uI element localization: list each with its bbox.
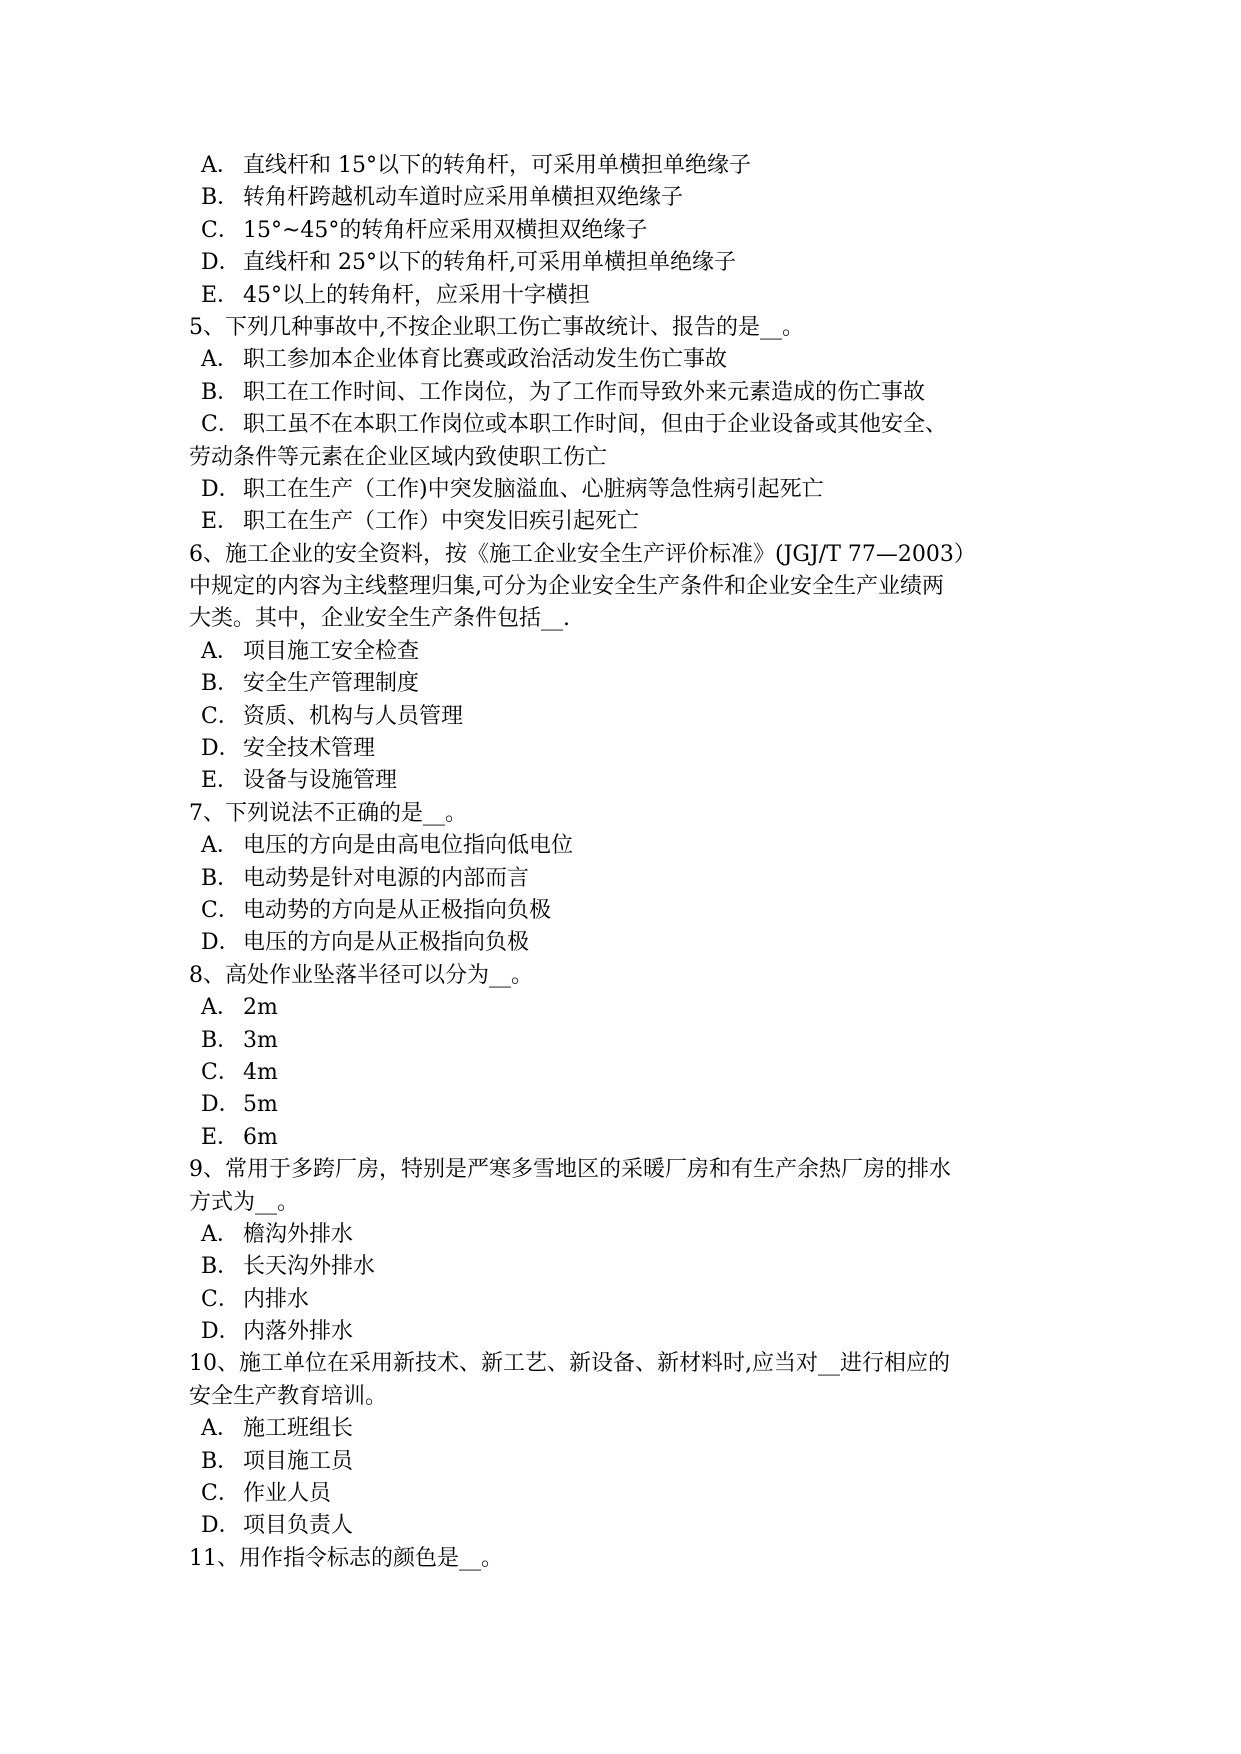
option-label: D． — [201, 1092, 241, 1118]
option-text: 2m — [243, 995, 278, 1021]
answer-option — [189, 1413, 1069, 1445]
option-text: 6m — [243, 1124, 278, 1150]
answer-option — [189, 409, 1069, 441]
answer-option — [189, 215, 1069, 247]
answer-option — [189, 1057, 1069, 1089]
option-label: A． — [201, 638, 239, 664]
answer-option — [189, 506, 1069, 538]
option-label: A． — [201, 995, 239, 1021]
option-text: 资质、机构与人员管理 — [243, 703, 464, 729]
question-text: 9、常用于多跨厂房，特别是严寒多雪地区的采暖厂房和有生产余热厂房的排水 — [189, 1157, 951, 1183]
option-label: D． — [201, 930, 241, 956]
question-text: 10、施工单位在采用新技术、新工艺、新设备、新材料时,应当对__进行相应的 — [189, 1351, 950, 1377]
option-label: D． — [201, 1319, 241, 1345]
question-text: 6、施工企业的安全资料，按《施工企业安全生产评价标准》(JGJ/T 77—2003） — [189, 541, 976, 567]
option-text: 设备与设施管理 — [243, 768, 398, 794]
option-label: C． — [201, 217, 240, 243]
option-label: C． — [201, 897, 240, 923]
option-text: 职工在工作时间、工作岗位，为了工作而导致外来元素造成的伤亡事故 — [243, 379, 926, 405]
option-text: 3m — [243, 1027, 278, 1053]
answer-option — [189, 182, 1069, 214]
option-text: 电压的方向是由高电位指向低电位 — [243, 833, 574, 859]
option-label: D． — [201, 736, 241, 762]
answer-option — [189, 1025, 1069, 1057]
option-label: A． — [201, 1416, 239, 1442]
answer-option — [189, 150, 1069, 182]
answer-option — [189, 247, 1069, 279]
option-text: 直线杆和 15°以下的转角杆，可采用单横担单绝缘子 — [243, 153, 751, 178]
answer-option — [189, 636, 1069, 668]
option-text: 电动势的方向是从正极指向负极 — [243, 897, 552, 923]
option-label: E． — [201, 509, 240, 535]
question-text: 劳动条件等元素在企业区域内致使职工伤亡 — [189, 444, 608, 470]
option-text: 5m — [243, 1092, 278, 1118]
option-label: C． — [201, 703, 240, 729]
option-label: A． — [201, 347, 239, 373]
option-text: 职工参加本企业体育比赛或政治活动发生伤亡事故 — [243, 347, 728, 373]
answer-option — [189, 992, 1069, 1024]
option-text: 内排水 — [243, 1286, 310, 1312]
option-label: D． — [201, 1513, 241, 1539]
option-label: E． — [201, 768, 240, 794]
answer-option — [189, 1122, 1069, 1154]
answer-option — [189, 895, 1069, 927]
option-text: 转角杆跨越机动车道时应采用单横担双绝缘子 — [243, 185, 684, 211]
option-label: B． — [201, 379, 240, 405]
option-text: 安全生产管理制度 — [243, 671, 420, 697]
question-text: 8、高处作业坠落半径可以分为__。 — [189, 962, 533, 988]
option-label: C． — [201, 1059, 240, 1085]
option-label: A． — [201, 1221, 239, 1247]
option-label: D． — [201, 476, 241, 502]
question-text: 安全生产教育培训。 — [189, 1383, 388, 1409]
answer-option — [189, 280, 1069, 312]
answer-option — [189, 1089, 1069, 1121]
answer-option — [189, 1446, 1069, 1478]
question-text: 中规定的内容为主线整理归集,可分为企业安全生产条件和企业安全生产业绩两 — [189, 574, 944, 600]
option-text: 项目负责人 — [243, 1513, 354, 1539]
option-label: B． — [201, 1448, 240, 1474]
answer-option — [189, 1251, 1069, 1283]
answer-option — [189, 377, 1069, 409]
answer-option — [189, 733, 1069, 765]
option-text: 项目施工安全检查 — [243, 638, 420, 664]
option-text: 45°以上的转角杆，应采用十字横担 — [243, 282, 590, 308]
option-label: C． — [201, 1286, 240, 1312]
option-text: 职工在生产（工作)中突发脑溢血、心脏病等急性病引起死亡 — [243, 476, 824, 502]
option-text: 直线杆和 25°以下的转角杆,可采用单横担单绝缘子 — [243, 250, 736, 276]
option-label: B． — [201, 865, 240, 891]
answer-option — [189, 927, 1069, 959]
question-text: 7、下列说法不正确的是__。 — [189, 800, 467, 826]
answer-option — [189, 830, 1069, 862]
question-text: 方式为__。 — [189, 1189, 300, 1215]
answer-option — [189, 1478, 1069, 1510]
answer-option — [189, 1510, 1069, 1542]
option-text: 4m — [243, 1059, 278, 1085]
answer-option — [189, 1284, 1069, 1316]
option-text: 项目施工员 — [243, 1448, 354, 1474]
option-text: 作业人员 — [243, 1481, 332, 1507]
option-label: B． — [201, 1027, 240, 1053]
answer-option — [189, 765, 1069, 797]
option-text: 安全技术管理 — [243, 736, 376, 762]
answer-option — [189, 863, 1069, 895]
document-body — [189, 150, 1069, 1575]
option-text: 长天沟外排水 — [243, 1254, 376, 1280]
option-text: 内落外排水 — [243, 1319, 354, 1345]
option-text: 施工班组长 — [243, 1416, 354, 1442]
answer-option — [189, 701, 1069, 733]
answer-option — [189, 344, 1069, 376]
option-label: A． — [201, 153, 239, 178]
option-text: 电动势是针对电源的内部而言 — [243, 865, 530, 891]
option-label: E． — [201, 282, 240, 308]
option-text: 电压的方向是从正极指向负极 — [243, 930, 530, 956]
question-text: 11、用作指令标志的颜色是__。 — [189, 1545, 503, 1571]
answer-option — [189, 1219, 1069, 1251]
option-label: C． — [201, 412, 240, 438]
option-text: 职工在生产（工作）中突发旧疾引起死亡 — [243, 509, 640, 535]
option-text: 檐沟外排水 — [243, 1221, 354, 1247]
option-label: B． — [201, 185, 240, 211]
answer-option — [189, 1316, 1069, 1348]
option-label: D． — [201, 250, 241, 276]
option-label: B． — [201, 671, 240, 697]
option-label: B． — [201, 1254, 240, 1280]
option-label: A． — [201, 833, 239, 859]
option-label: E． — [201, 1124, 240, 1150]
answer-option — [189, 474, 1069, 506]
option-label: C． — [201, 1481, 240, 1507]
question-text: 5、下列几种事故中,不按企业职工伤亡事故统计、报告的是__。 — [189, 314, 804, 340]
option-text: 15°~45°的转角杆应采用双横担双绝缘子 — [243, 217, 648, 243]
answer-option — [189, 668, 1069, 700]
option-text: 职工虽不在本职工作岗位或本职工作时间，但由于企业设备或其他安全、 — [243, 412, 948, 438]
question-text: 大类。其中，企业安全生产条件包括__. — [189, 606, 570, 632]
